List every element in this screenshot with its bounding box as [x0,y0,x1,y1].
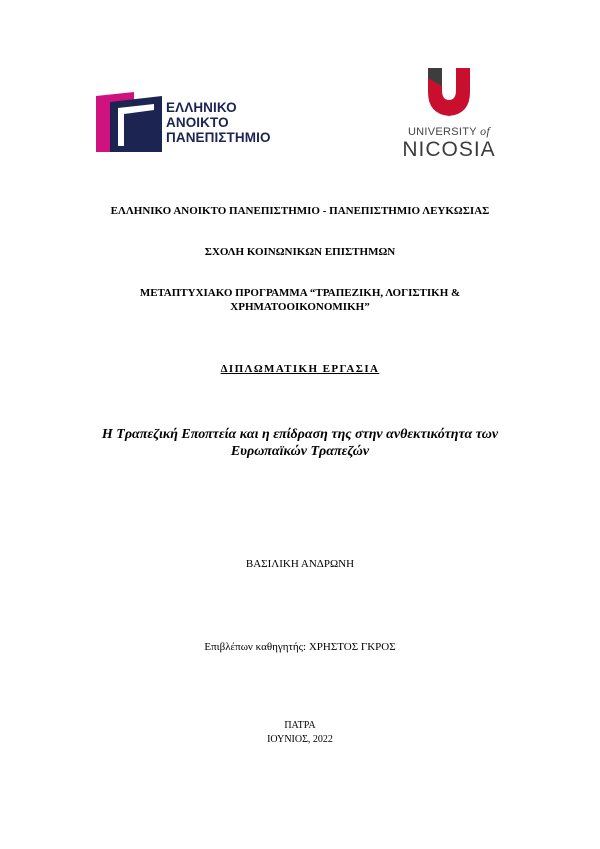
thesis-title-line2: Ευρωπαϊκών Τραπεζών [230,444,370,459]
unic-of-word: of [480,124,491,138]
city: ΠΑΤΡΑ [284,720,316,731]
hou-logo-line3: ΠΑΝΕΠΙΣΤΗΜΙΟ [166,130,271,145]
hellenic-open-university-logo [96,90,296,154]
author-name: ΒΑΣΙΛΙΚΗ ΑΝΔΡΩΝΗ [245,558,355,570]
submission-date: ΙΟΥΝΙΟΣ, 2022 [267,734,333,745]
unic-shield-icon [428,68,470,116]
hou-logo-line1: ΕΛΛΗΝΙΚΟ [166,100,237,115]
program-heading-line2: ΧΡΗΜΑΤΟΟΙΚΟΝΟΜΙΚΗ” [230,301,370,313]
hou-logo-wordmark [166,100,271,145]
school-heading: ΣΧΟΛΗ ΚΟΙΝΩΝΙΚΩΝ ΕΠΙΣΤΗΜΩΝ [204,246,396,258]
unic-nicosia-text: NICOSIA [402,138,496,161]
hou-logo-mark-icon [96,92,162,152]
thesis-title-line1: Η Τραπεζική Εποπτεία και η επίδραση της στην ανθεκτικότητα των [101,427,499,442]
unic-university-text [396,124,502,139]
university-of-nicosia-logo [396,66,502,164]
hou-logo-line2: ΑΝΟΙΚΤΟ [166,115,229,130]
supervisor-line: Επιβλέπων καθηγητής: ΧΡΗΣΤΟΣ ΓΚΡΟΣ [204,641,396,653]
thesis-type-label: ΔΙΠΛΩΜΑΤΙΚΗ ΕΡΓΑΣΙΑ [220,363,380,375]
unic-university-word: UNIVERSITY [407,126,477,138]
universities-heading: ΕΛΛΗΝΙΚΟ ΑΝΟΙΚΤΟ ΠΑΝΕΠΙΣΤΗΜΙΟ - ΠΑΝΕΠΙΣΤΗΜΙΟ ΛΕΥΚΩΣΙΑΣ [110,205,490,217]
program-heading-line1: ΜΕΤΑΠΤΥΧΙΑΚΟ ΠΡΟΓΡΑΜΜΑ “ΤΡΑΠΕΖΙΚΗ, ΛΟΓΙΣΤΙΚΗ & [139,287,461,299]
